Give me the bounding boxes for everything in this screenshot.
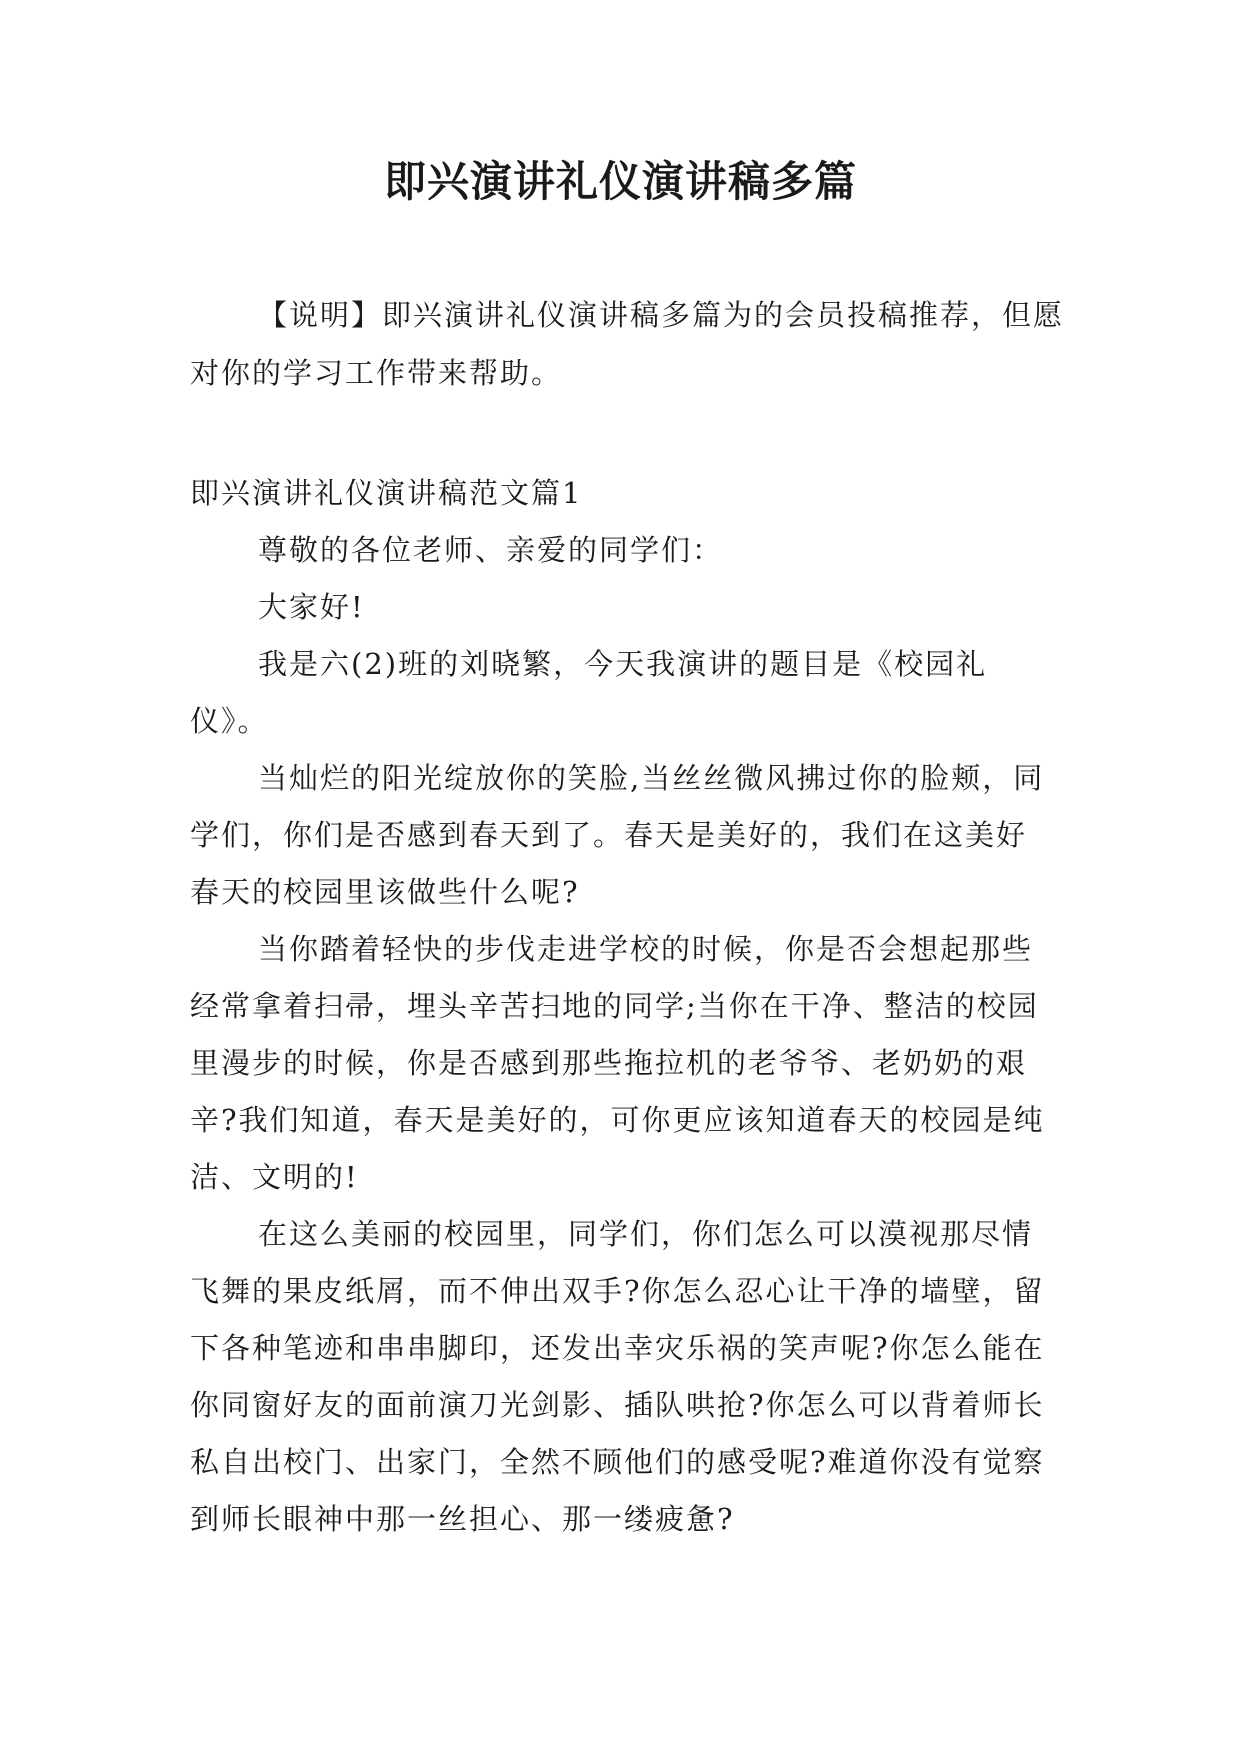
- paragraph-questions: 在这么美丽的校园里，同学们，你们怎么可以漠视那尽情飞舞的果皮纸屑，而不伸出双手?你怎么忍心让干净的墙壁，留下各种笔迹和串串脚印，还发出幸灾乐祸的笑声呢?你怎么能在你同窗好友的面前演刀光剑影、插队哄抢?你怎么可以背着师长私自出校门、出家门，全然不顾他们的感受呢?难道你没有觉察到师长眼神中那一丝担心、那一缕疲惫?: [190, 1217, 1045, 1536]
- paragraph-spring: 当灿烂的阳光绽放你的笑脸,当丝丝微风拂过你的脸颊，同学们，你们是否感到春天到了。春天是美好的，我们在这美好春天的校园里该做些什么呢?: [190, 761, 1045, 909]
- paragraph-hello: 大家好!: [258, 590, 365, 624]
- section-heading: 即兴演讲礼仪演讲稿范文篇1: [190, 476, 583, 510]
- intro-paragraph: 【说明】即兴演讲礼仪演讲稿多篇为的会员投稿推荐，但愿对你的学习工作带来帮助。: [190, 298, 1065, 390]
- document-title: 即兴演讲礼仪演讲稿多篇: [383, 157, 857, 206]
- paragraph-campus-walk: 当你踏着轻快的步伐走进学校的时候，你是否会想起那些经常拿着扫帚，埋头辛苦扫地的同学;当你在干净、整洁的校园里漫步的时候，你是否感到那些拖拉机的老爷爷、老奶奶的艰辛?我们知道，春天是美好的，可你更应该知道春天的校园是纯洁、文明的!: [190, 932, 1045, 1194]
- paragraph-self-intro: 我是六(2)班的刘晓繁，今天我演讲的题目是《校园礼仪》。: [190, 647, 988, 738]
- paragraph-greeting: 尊敬的各位老师、亲爱的同学们：: [258, 533, 724, 567]
- document-body: [190, 465, 1052, 1548]
